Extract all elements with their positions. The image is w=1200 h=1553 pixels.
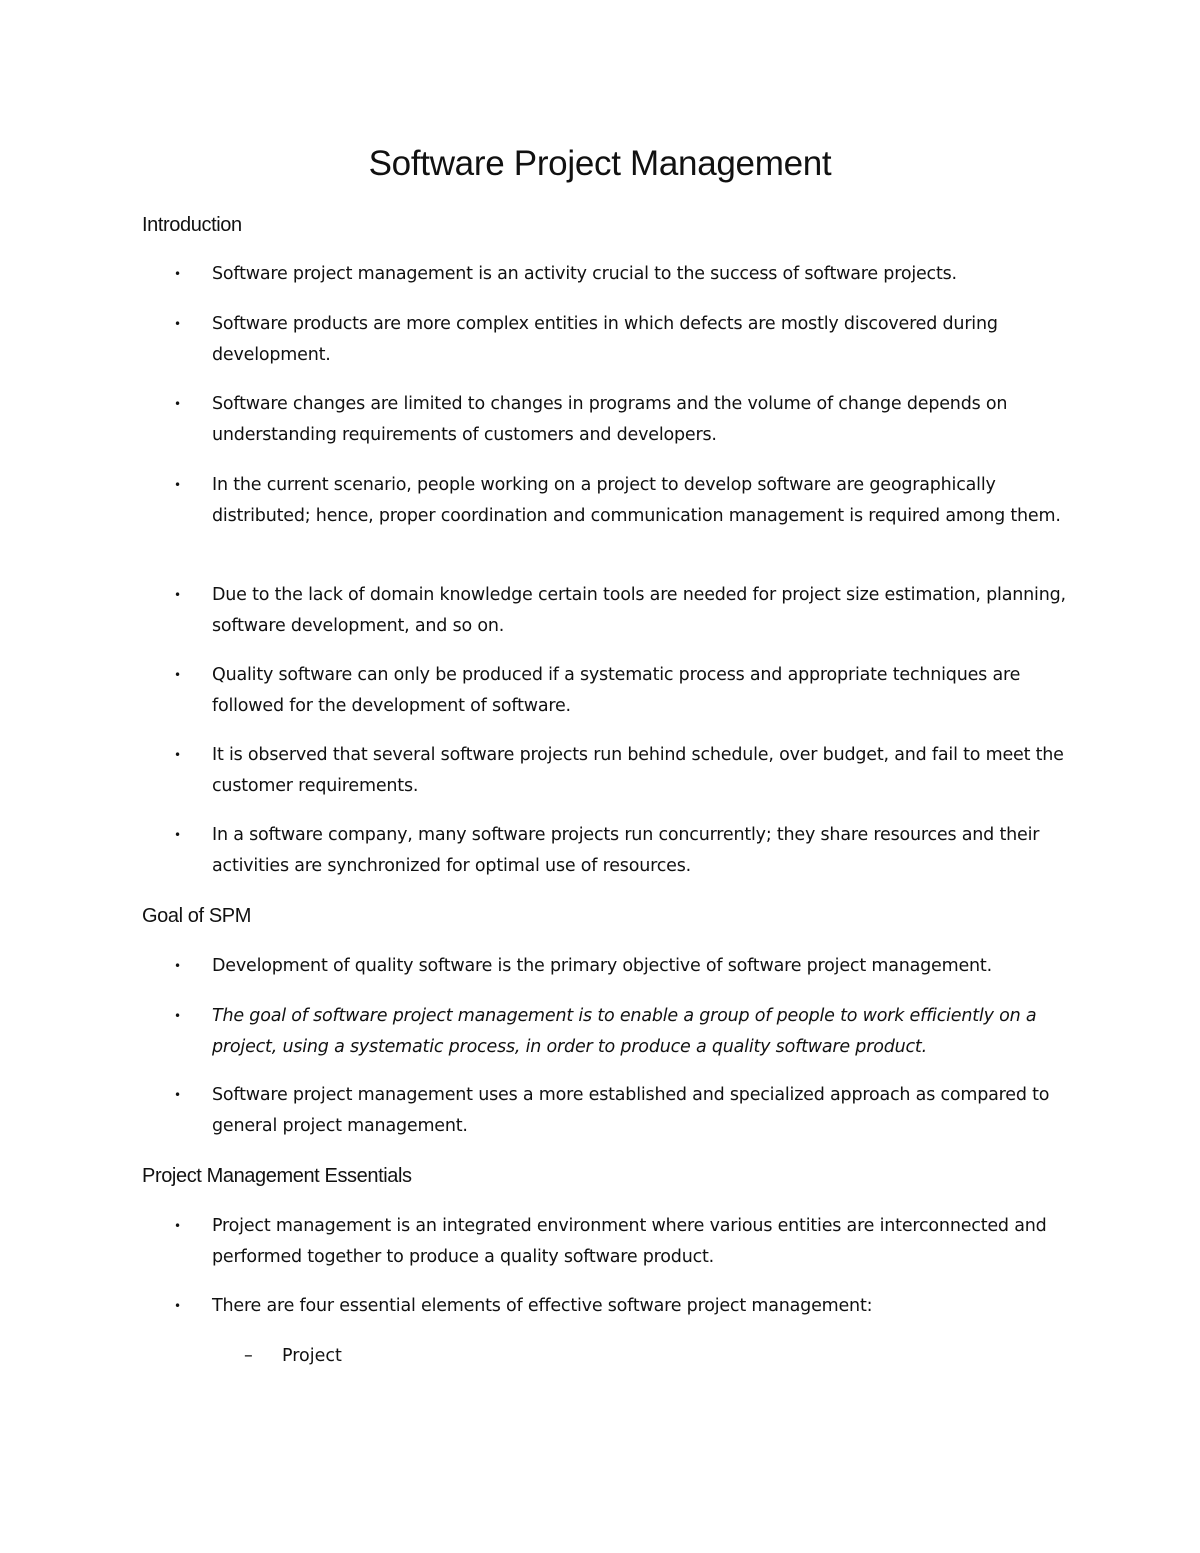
document-title: Software Project Management: [368, 144, 832, 183]
list-item: [142, 470, 1082, 531]
sub-list-item: [244, 1341, 342, 1371]
list-item-text: The goal of software project management is to enable a group of people to work efficiently on a project, using a systematic process, in order to produce a quality software product.: [212, 1006, 1037, 1057]
list-item: [142, 820, 1082, 881]
list-item-text: Software project management is an activity crucial to the success of software projects.: [212, 264, 957, 284]
list-item: [142, 1211, 1082, 1272]
list-item-text: Software project management uses a more established and specialized approach as compared to general project management.: [212, 1085, 1050, 1136]
bullet-icon: •: [174, 748, 182, 762]
list-item-text: Software changes are limited to changes in programs and the volume of change depends on understanding requirements of customers and developers.: [212, 394, 1008, 445]
bullet-icon: •: [174, 668, 182, 682]
bullet-icon: •: [174, 1009, 182, 1023]
section-heading-goal: Goal of SPM: [142, 905, 251, 927]
list-item: [142, 660, 1082, 721]
bullet-icon: •: [174, 1088, 182, 1102]
list-item-text: There are four essential elements of effective software project management:: [212, 1296, 873, 1316]
dash-icon: –: [244, 1346, 253, 1366]
bullet-icon: •: [174, 478, 182, 492]
section-heading-introduction: Introduction: [142, 214, 242, 236]
list-item: [142, 1291, 1082, 1322]
list-item-text: Project management is an integrated environment where various entities are interconnected and performed together to produce a quality software product.: [212, 1216, 1047, 1267]
bullet-icon: •: [174, 1219, 182, 1233]
list-item-text: Quality software can only be produced if a systematic process and appropriate techniques are followed for the development of software.: [212, 665, 1021, 716]
list-item: [142, 580, 1082, 641]
list-item: [142, 1001, 1082, 1062]
list-item: [142, 259, 1082, 290]
list-item-text: It is observed that several software projects run behind schedule, over budget, and fail to meet the customer requirements.: [212, 745, 1064, 796]
list-item-text: In the current scenario, people working on a project to develop software are geographically distributed; hence, proper coordination and communication management is required among them.: [212, 475, 1061, 526]
list-item-text: Due to the lack of domain knowledge certain tools are needed for project size estimation, planning, software development, and so on.: [212, 585, 1066, 636]
list-item: [142, 951, 1082, 982]
list-item-text: Development of quality software is the primary objective of software project management.: [212, 956, 992, 976]
list-item: [142, 389, 1082, 450]
list-item: [142, 309, 1082, 370]
sub-list-item-text: Project: [282, 1346, 342, 1366]
bullet-icon: •: [174, 959, 182, 973]
section-heading-essentials: Project Management Essentials: [142, 1165, 412, 1187]
bullet-icon: •: [174, 1299, 182, 1313]
list-item: [142, 1080, 1082, 1141]
bullet-icon: •: [174, 317, 182, 331]
bullet-icon: •: [174, 828, 182, 842]
bullet-icon: •: [174, 397, 182, 411]
bullet-icon: •: [174, 267, 182, 281]
list-item-text: Software products are more complex entities in which defects are mostly discovered during development.: [212, 314, 998, 365]
list-item: [142, 740, 1082, 801]
bullet-icon: •: [174, 588, 182, 602]
list-item-text: In a software company, many software projects run concurrently; they share resources and their activities are synchronized for optimal use of resources.: [212, 825, 1040, 876]
